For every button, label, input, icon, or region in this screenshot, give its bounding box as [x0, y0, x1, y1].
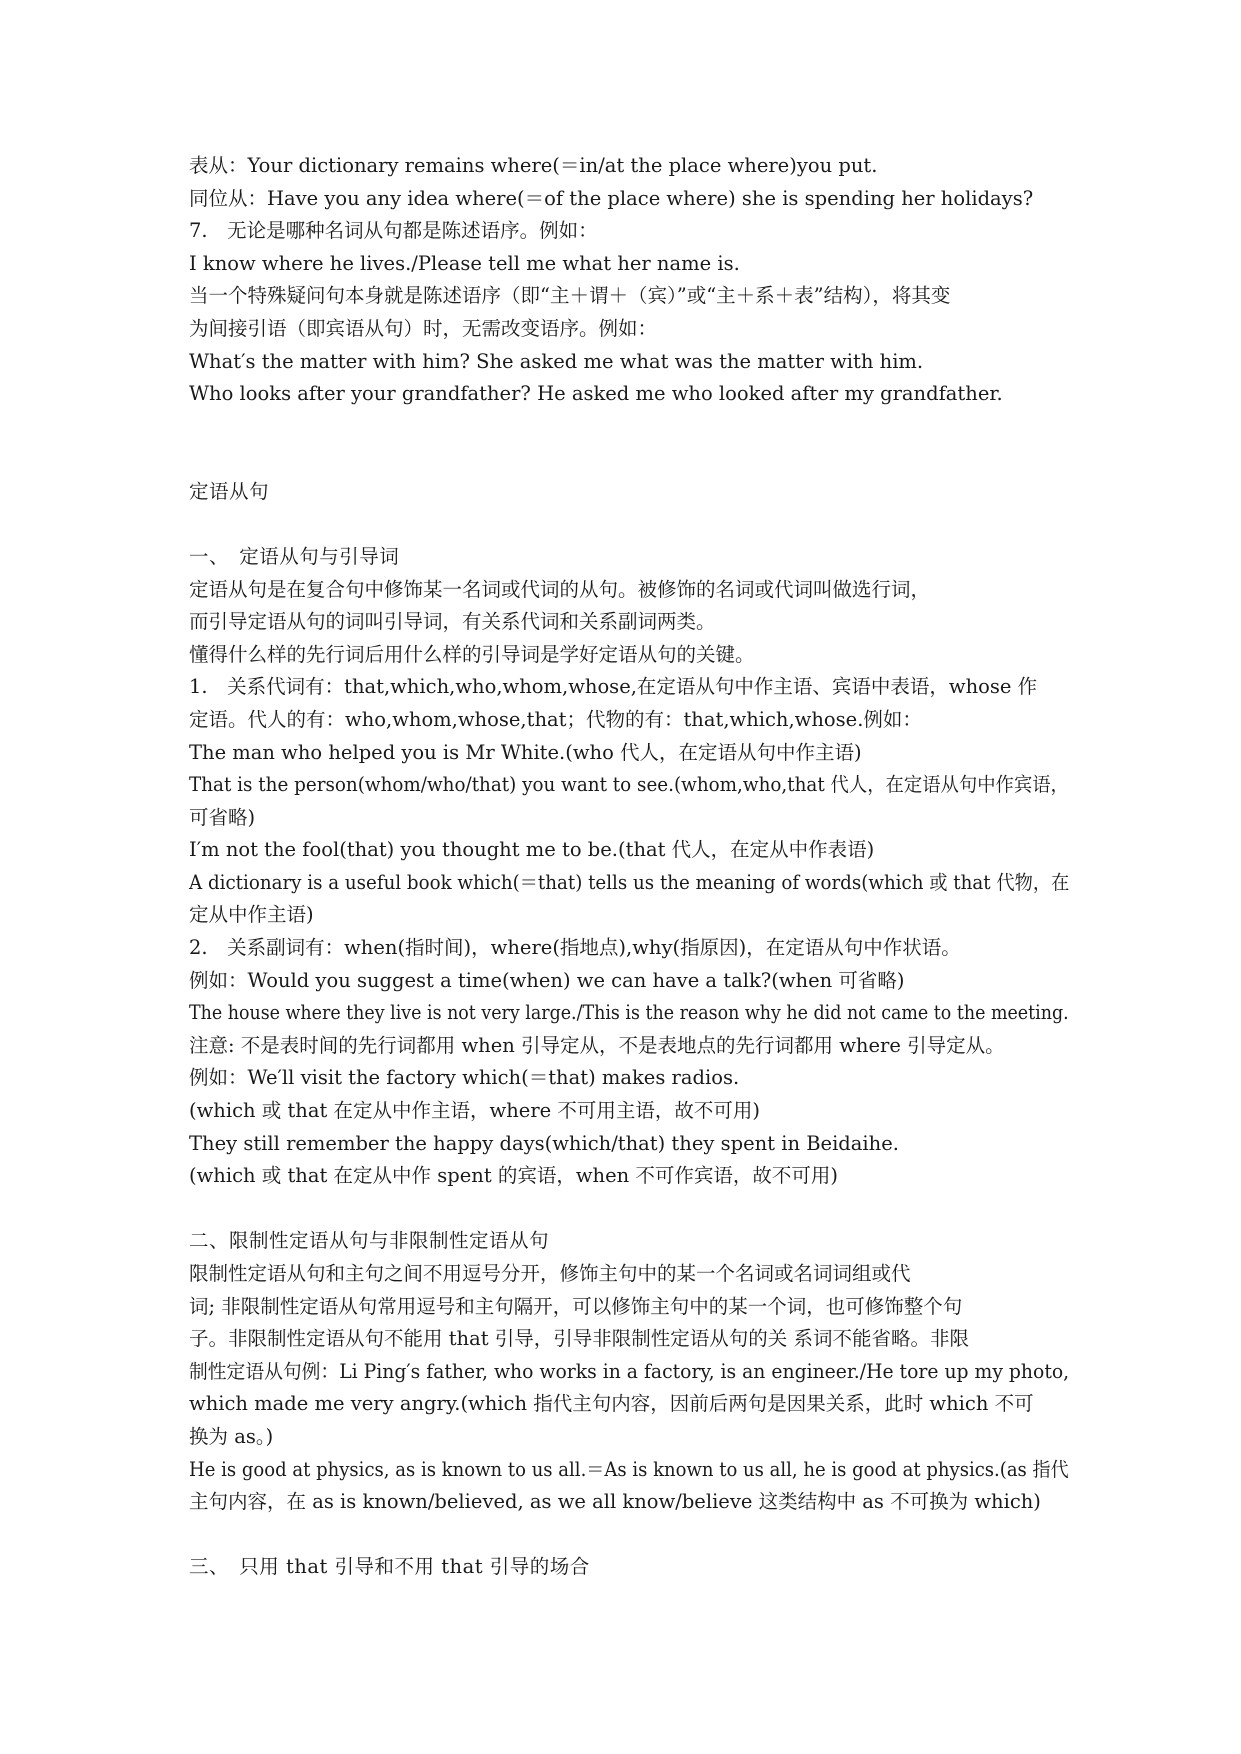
paragraph-line: 例如：Would you suggest a time(when) we can have a talk?(when 可省略): [189, 968, 905, 992]
paragraph-line: (which 或 that 在定从中作 spent 的宾语，when 不可作宾语，故不可用): [189, 1164, 839, 1188]
paragraph-line: 可省略): [189, 805, 256, 829]
paragraph-line: The house where they live is not very large./This is the reason why he did not came to the meeting.: [189, 1001, 1069, 1025]
part-three-heading: 三、 只用 that 引导和不用 that 引导的场合: [189, 1555, 590, 1579]
paragraph-line: I′m not the fool(that) you thought me to be.(that 代人，在定从中作表语): [189, 838, 875, 862]
paragraph-line: The man who helped you is Mr White.(who 代人，在定语从句中作主语): [189, 740, 862, 764]
part-one: [189, 541, 1069, 1193]
paragraph-line: 而引导定语从句的词叫引导词，有关系代词和关系副词两类。: [189, 610, 716, 634]
paragraph-line: 主句内容，在 as is known/believed, as we all know/believe 这类结构中 as 不可换为 which): [189, 1490, 1041, 1514]
part-one-heading: 一、 定语从句与引导词: [189, 544, 400, 568]
paragraph-line: 限制性定语从句和主句之间不用逗号分开，修饰主句中的某一个名词或名词词组或代: [189, 1262, 911, 1285]
paragraph-line: 当一个特殊疑问句本身就是陈述语序（即“主＋谓＋（宾）”或“主＋系＋表”结构），将其变: [189, 284, 951, 308]
paragraph-line: They still remember the happy days(which/that) they spent in Beidaihe.: [189, 1131, 899, 1155]
paragraph-line: He is good at physics, as is known to us all.＝As is known to us all, he is good at physics.(as 指代: [189, 1457, 1069, 1481]
paragraph-line: 定从中作主语): [189, 903, 314, 927]
spacer: [189, 411, 1069, 476]
paragraph-line: A dictionary is a useful book which(＝that) tells us the meaning of words(which 或 that 代物，在: [189, 870, 1070, 894]
paragraph-line: which made me very angry.(which 指代主句内容，因前后两句是因果关系，此时 which 不可: [189, 1392, 1034, 1416]
part-three: [189, 1551, 1069, 1584]
paragraph-line: 词; 非限制性定语从句常用逗号和主句隔开，可以修饰主句中的某一个词，也可修饰整个句: [189, 1294, 963, 1318]
paragraph-line: 懂得什么样的先行词后用什么样的引导词是学好定语从句的关键。: [189, 642, 755, 666]
paragraph-line: 注意: 不是表时间的先行词都用 when 引导定从，不是表地点的先行词都用 where 引导定从。: [189, 1033, 1005, 1057]
noun-clause-section: [189, 150, 1069, 411]
section-title: 定语从句: [189, 479, 270, 503]
part-two-heading: 二、限制性定语从句与非限制性定语从句: [189, 1229, 550, 1253]
paragraph-line: (which 或 that 在定从中作主语，where 不可用主语，故不可用): [189, 1099, 760, 1123]
paragraph-line: Who looks after your grandfather? He asked me who looked after my grandfather.: [189, 382, 1003, 406]
paragraph-line: 制性定语从句例：Li Ping′s father, who works in a factory, is an engineer./He tore up my photo,: [189, 1359, 1070, 1383]
paragraph-line: 为间接引语（即宾语从句）时，无需改变语序。例如：: [189, 316, 658, 340]
spacer: [189, 508, 1069, 541]
part-two: [189, 1225, 1069, 1518]
paragraph-line: 表从：Your dictionary remains where(＝in/at the place where)you put.: [189, 154, 878, 177]
paragraph-line: 子。非限制性定语从句不能用 that 引导，引导非限制性定语从句的关 系词不能省略。非限: [189, 1327, 969, 1351]
paragraph-line: 同位从：Have you any idea where(＝of the place where) she is spending her holidays?: [189, 186, 1034, 210]
paragraph-line: 例如：We′ll visit the factory which(＝that) makes radios.: [189, 1066, 740, 1090]
paragraph-line: 换为 as。): [189, 1424, 274, 1448]
spacer: [189, 1193, 1069, 1226]
paragraph-line: 定语。代人的有：who,whom,whose,that；代物的有：that,which,whose.例如：: [189, 707, 922, 731]
paragraph-line: What′s the matter with him? She asked me what was the matter with him.: [189, 349, 924, 373]
paragraph-line: 7. 无论是哪种名词从句都是陈述语序。例如：: [189, 219, 598, 243]
paragraph-line: That is the person(whom/who/that) you want to see.(whom,who,that 代人，在定语从句中作宾语，: [189, 773, 1069, 797]
spacer: [189, 1519, 1069, 1552]
paragraph-line: 1. 关系代词有：that,which,who,whom,whose,在定语从句中作主语、宾语中表语，whose 作: [189, 675, 1038, 699]
paragraph-line: 定语从句是在复合句中修饰某一名词或代词的从句。被修饰的名词或代词叫做选行词，: [189, 577, 931, 601]
paragraph-line: 2. 关系副词有：when(指时间)，where(指地点),why(指原因)，在定语从句中作状语。: [189, 936, 961, 960]
paragraph-line: I know where he lives./Please tell me what her name is.: [189, 251, 740, 275]
document-page: [189, 150, 1069, 1584]
